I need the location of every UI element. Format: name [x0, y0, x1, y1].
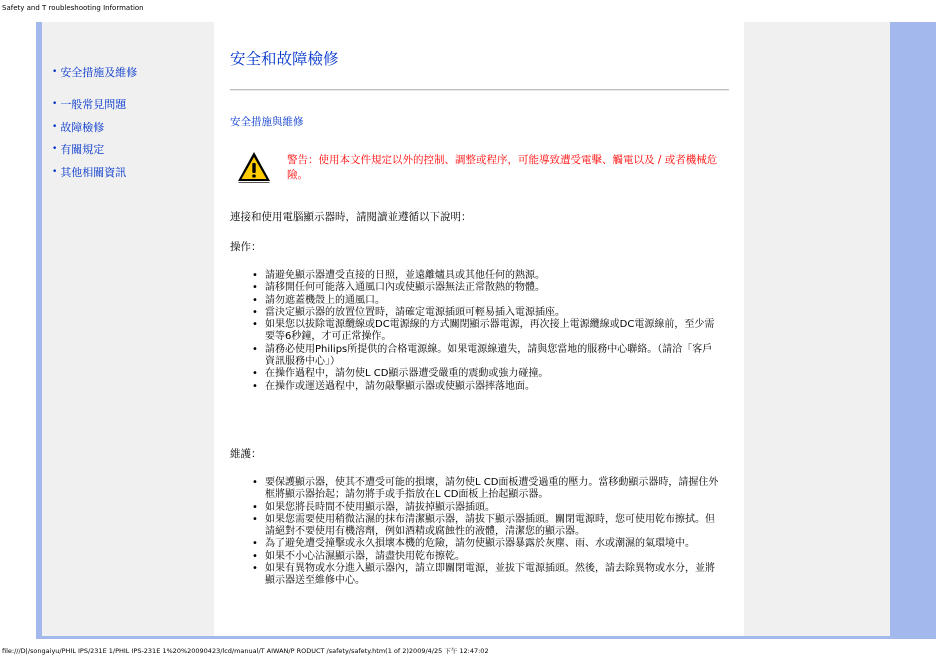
nav-bullet: • — [52, 99, 58, 109]
sidebar-nav — [52, 66, 137, 188]
sidebar-item-label[interactable]: 故障檢修 — [60, 120, 105, 134]
list-item-text: 請避免顯示器遭受直接的日照，並遠離爐具或其他任何的熱源。 — [265, 270, 545, 281]
list-item — [252, 319, 720, 344]
list-item — [252, 477, 720, 502]
list-bullet: • — [252, 538, 258, 550]
list-bullet: • — [252, 282, 258, 294]
sidebar-item-label[interactable]: 安全措施及維修 — [60, 66, 138, 79]
list-bullet: • — [252, 380, 258, 392]
sidebar-item-label[interactable]: 一般常見問題 — [60, 98, 127, 111]
sidebar-item-label[interactable]: 有關規定 — [60, 143, 105, 156]
list-bullet: • — [252, 306, 258, 318]
list-item — [252, 307, 720, 319]
nav-bullet: • — [52, 166, 58, 177]
list-bullet: • — [252, 270, 258, 281]
list-item — [252, 502, 720, 514]
list-item — [252, 270, 720, 282]
list-item-text: 如果您以拔除電源纜線或DC電源線的方式關閉顯示器電源，再次接上電源纜線或DC電源線前，至少需要等6秒鐘，才可正常操作。 — [265, 319, 715, 343]
sidebar-item-regulatory[interactable] — [52, 143, 137, 158]
page-title: 安全和故障檢修 — [230, 50, 339, 68]
bottom-blue-line — [36, 636, 890, 639]
list-item — [252, 344, 720, 369]
list-item-text: 在操作過程中，請勿使L CD顯示器遭受嚴重的震動或強力碰撞。 — [265, 368, 549, 380]
list-item — [252, 295, 720, 307]
list-item — [252, 368, 720, 380]
list-item — [252, 514, 720, 539]
nav-bullet: • — [52, 144, 58, 154]
title-divider — [230, 89, 729, 91]
list-bullet: • — [252, 550, 258, 562]
nav-bullet: • — [52, 121, 58, 132]
nav-bullet: • — [52, 67, 58, 77]
right-gray-panel — [744, 22, 890, 639]
operation-heading: 操作： — [230, 241, 262, 253]
sidebar-item-faq[interactable] — [52, 98, 137, 113]
list-item — [252, 538, 720, 550]
intro-text: 連接和使用電腦顯示器時，請閱讀並遵循以下說明： — [230, 211, 472, 223]
list-bullet: • — [252, 563, 258, 575]
sidebar-item-troubleshooting[interactable] — [52, 121, 137, 136]
list-bullet: • — [252, 501, 258, 513]
list-bullet: • — [252, 513, 258, 525]
list-item-text: 如果您需要使用稍微沾濕的抹布清潔顯示器，請拔下顯示器插頭。關閉電源時，您可使用乾布擦拭。但請絕對不要使用有機溶劑，例如酒精或腐蝕性的液體，清潔您的顯示器。 — [265, 513, 715, 538]
section-subtitle: 安全措施與維修 — [230, 116, 304, 128]
list-bullet: • — [252, 343, 258, 355]
list-item — [252, 551, 720, 563]
operation-list — [252, 270, 720, 393]
sidebar-item-other-info[interactable] — [52, 166, 137, 181]
list-item-text: 請移開任何可能落入通風口內或使顯示器無法正常散熱的物體。 — [265, 282, 545, 294]
list-bullet: • — [252, 477, 258, 488]
list-item-text: 為了避免遭受撞擊或永久損壞本機的危險，請勿使顯示器暴露於灰塵、雨、水或潮濕的氣環境中。 — [265, 538, 695, 550]
sidebar-item-label[interactable]: 其他相關資訊 — [60, 165, 127, 179]
list-item-text: 請務必使用Philips所提供的合格電源線。如果電源線遺失，請與您當地的服務中心聯絡。（請洽「客戶資訊服務中心」） — [265, 343, 713, 368]
right-blue-strip — [890, 22, 936, 639]
list-item-text: 要保護顯示器，使其不遭受可能的損壞，請勿使L CD面板遭受過重的壓力。當移動顯示器時，請握住外框將顯示器抬起；請勿將手或手指放在L CD面板上抬起顯示器。 — [265, 477, 719, 501]
maintenance-heading: 維護： — [230, 448, 262, 460]
page-header: Safety and T roubleshooting Information — [2, 4, 144, 12]
list-item — [252, 563, 720, 588]
list-item — [252, 381, 720, 393]
list-bullet: • — [252, 319, 258, 331]
list-item-text: 如果不小心沾濕顯示器，請盡快用乾布擦乾。 — [265, 550, 465, 562]
sidebar-item-safety[interactable] — [52, 66, 137, 81]
list-item-text: 請勿遮蓋機殼上的通風口。 — [265, 294, 385, 306]
list-item-text: 如果有異物或水分進入顯示器內，請立即關閉電源，並拔下電源插頭。然後，請去除異物或水分，並將顯示器送至維修中心。 — [265, 563, 715, 587]
maintenance-list — [252, 477, 720, 588]
list-item-text: 當決定顯示器的放置位置時，請確定電源插頭可輕易插入電源插座。 — [265, 306, 565, 318]
list-item — [252, 282, 720, 294]
list-item-text: 在操作或運送過程中，請勿敲擊顯示器或使顯示器摔落地面。 — [265, 380, 535, 392]
list-item-text: 如果您將長時間不使用顯示器，請拔掉顯示器插頭。 — [265, 501, 495, 513]
list-bullet: • — [252, 294, 258, 306]
list-bullet: • — [252, 368, 258, 380]
warning-triangle-icon — [236, 150, 272, 184]
page-footer: file:///D|/songaiyu/PHIL IPS/231E 1/PHIL IPS-231E 1%20%20090423/lcd/manual/T AIWAN/P RODUCT /safety/safety.htm(1 of 2)2009/4/25 下午 12:47:02 — [2, 647, 489, 655]
warning-message: 警告：使用本文件規定以外的控制、調整或程序，可能導致遭受電擊、觸電以及 / 或者機械危險。 — [287, 154, 718, 181]
